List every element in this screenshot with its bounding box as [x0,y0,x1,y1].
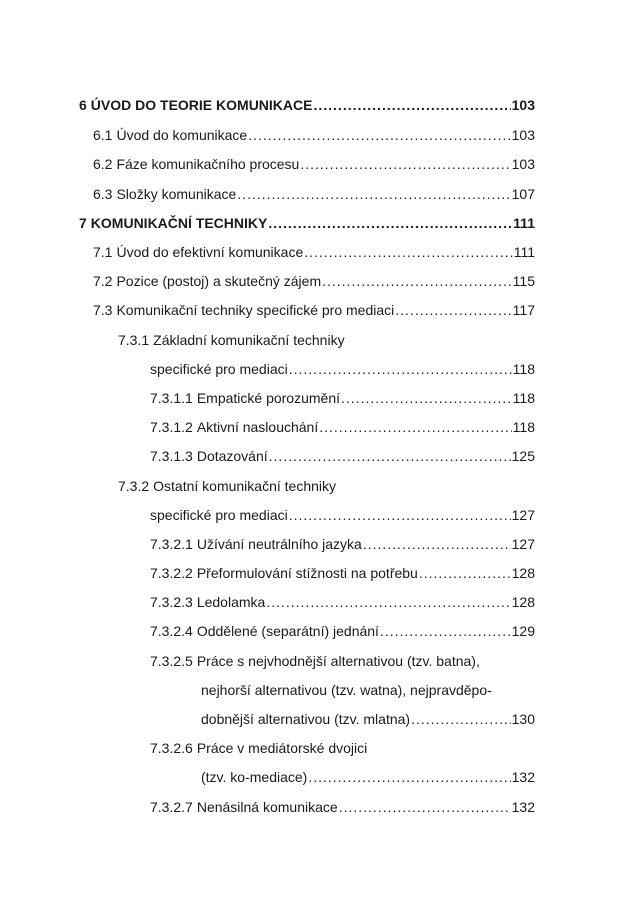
entry-number: 6.2 [93,156,113,172]
entry-title: Dotazování [196,448,268,464]
dot-leader [339,798,511,816]
entry-number: 7.3.2.4 [150,623,193,639]
toc-entry [93,185,535,203]
entry-page: 132 [511,799,535,815]
entry-title: Ledolamka [196,594,266,610]
entry-title: ÚVOD DO TEORIE KOMUNIKACE [90,97,313,113]
entry-page: 107 [511,186,535,202]
toc-entry [93,155,535,173]
toc-entry [79,96,535,114]
toc-entry [150,535,535,553]
toc-entry [79,214,535,232]
dot-leader [395,301,511,319]
entry-page: 125 [511,448,535,464]
entry-page: 103 [511,97,535,113]
toc-entry-continuation [201,710,535,728]
entry-title: nejhorší alternativou (tzv. watna), nejpravděpo- [201,682,492,698]
toc-entry [93,243,535,261]
dot-leader [341,389,512,407]
entry-page: 130 [511,711,535,727]
entry-page: 128 [511,565,535,581]
entry-page: 118 [512,419,535,435]
entry-page: 127 [511,507,535,523]
entry-number: 7.3.1.2 [150,419,193,435]
dot-leader [266,593,510,611]
entry-title: Práce v mediátorské dvojici [196,740,368,756]
entry-number: 7.3.2.2 [150,565,193,581]
entry-page: 118 [512,390,535,406]
dot-leader [363,535,511,553]
dot-leader [308,768,510,786]
entry-title: KOMUNIKAČNÍ TECHNIKY [90,215,268,231]
entry-title: Oddělené (separátní) jednání [196,623,379,639]
toc-entry [150,389,535,407]
toc-entry [150,564,535,582]
toc-entry [150,798,535,816]
entry-number: 7.3 [93,302,113,318]
dot-leader [380,622,511,640]
entry-number: 7.1 [93,244,113,260]
toc-entry-continuation [201,681,492,699]
dot-leader [289,360,512,378]
entry-title: Úvod do efektivní komunikace [116,244,304,260]
dot-leader [319,418,511,436]
entry-title: Fáze komunikačního procesu [116,156,300,172]
toc-entry-continuation [201,768,535,786]
entry-title: Empatické porozumění [196,390,341,406]
entry-title: dobnější alternativou (tzv. mlatna) [201,711,411,727]
toc-entry-continuation [150,360,535,378]
entry-title: Práce s nejvhodnější alternativou (tzv. batna), [196,653,480,669]
entry-title: specifické pro mediaci [150,507,288,523]
entry-title: Aktivní naslouchání [196,419,319,435]
entry-page: 103 [511,127,535,143]
toc-entry [93,126,535,144]
toc-entry [150,739,367,757]
entry-number: 7 [79,215,87,231]
entry-page: 111 [513,215,535,231]
entry-title: Úvod do komunikace [116,127,248,143]
entry-page: 115 [512,273,535,289]
entry-title: Základní komunikační techniky [153,332,345,348]
entry-number: 7.2 [93,273,113,289]
entry-page: 132 [511,769,535,785]
entry-title: (tzv. ko-mediace) [201,769,308,785]
entry-page: 111 [513,244,535,260]
entry-number: 7.3.1 [118,332,150,348]
dot-leader [269,447,511,465]
entry-title: Složky komunikace [116,186,237,202]
dot-leader [248,126,510,144]
entry-title: Komunikační techniky specifické pro mediaci [116,302,395,318]
entry-title: Užívání neutrálního jazyka [196,536,362,552]
entry-number: 6.1 [93,127,113,143]
entry-number: 7.3.2.3 [150,594,193,610]
toc-entry [150,593,535,611]
dot-leader [411,710,511,728]
entry-title: Ostatní komunikační techniky [153,478,337,494]
dot-leader [304,243,512,261]
entry-number: 7.3.2.5 [150,653,193,669]
entry-number: 6.3 [93,186,113,202]
dot-leader [300,155,510,173]
entry-page: 103 [511,156,535,172]
entry-page: 129 [511,623,535,639]
dot-leader [419,564,511,582]
toc-entry-continuation [150,506,535,524]
entry-title: Pozice (postoj) a skutečný zájem [116,273,322,289]
entry-page: 128 [511,594,535,610]
entry-number: 7.3.2 [118,478,150,494]
dot-leader [237,185,510,203]
entry-number: 7.3.1.3 [150,448,193,464]
entry-number: 6 [79,97,87,113]
dot-leader [313,96,510,114]
toc-entry [93,301,535,319]
toc-entry [118,331,345,349]
dot-leader [289,506,511,524]
entry-page: 118 [512,361,535,377]
toc-entry [150,447,535,465]
entry-page: 127 [511,536,535,552]
toc-entry [150,622,535,640]
entry-number: 7.3.2.7 [150,799,193,815]
entry-number: 7.3.2.1 [150,536,193,552]
entry-title: specifické pro mediaci [150,361,288,377]
dot-leader [268,214,512,232]
toc-entry [118,477,336,495]
entry-page: 117 [512,302,535,318]
entry-number: 7.3.1.1 [150,390,193,406]
entry-number: 7.3.2.6 [150,740,193,756]
toc-entry [150,418,535,436]
entry-title: Nenásilná komunikace [196,799,338,815]
toc-entry [93,272,535,290]
toc-entry [150,652,480,670]
entry-title: Přeformulování stížnosti na potřebu [196,565,418,581]
dot-leader [322,272,512,290]
